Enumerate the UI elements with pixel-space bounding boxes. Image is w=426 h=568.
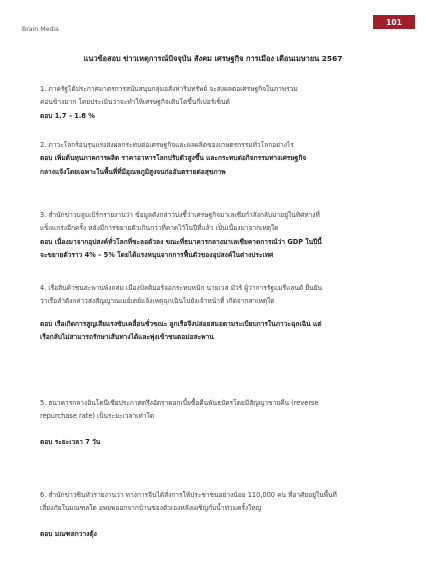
question-block-1 xyxy=(40,83,392,123)
answer-text: กลางแจ้งโดยเฉพาะในพื้นที่ที่มีอุณหภูมิสูงจนก่ออันตรายต่อสุขภาพ xyxy=(40,167,226,176)
brand-label: Brain Media xyxy=(22,26,59,33)
question-block-4 xyxy=(40,282,392,345)
answer-text: ตอบ เรือเกิดการสูญเสียแรงขับเคลื่อนชั่วขณะ ลูกเรือจึงปล่อยสมอตามระเบียบการในภาวะฉุกเฉิน แต่ xyxy=(40,319,322,328)
answer-text: เรือกลับไม่สามารถรักษาเส้นทางได้และพุ่งเข้าชนตอม่อสะพาน xyxy=(40,333,214,342)
question-text: แข็งแกร่งอีกครั้ง หลังมีการขยายตัวเกินกว่าที่คาดไว้ในปีที่แล้ว เป็นเนื่องมาจากเหตุใด xyxy=(40,224,279,233)
question-text: ว่าเรือลำดังกล่าวส่งสัญญาณเมย์เดย์แจ้งเหตุฉุกเฉินไปยังเจ้าหน้าที่ เกิดจากสาเหตุใด xyxy=(40,297,275,306)
question-text: เสี่ยงภัยในมณฑลใด อพยพออกจากบ้านของตัวเองหลังเผชิญกับน้ำท่วมครั้งใหญ่ xyxy=(40,504,262,513)
question-text: ค่อนข้างมาก โดยประเมินว่าจะทำให้เศรษฐกิจเติบโตขึ้นกี่เปอร์เซ็นต์ xyxy=(40,98,230,107)
document-title: แนวข้อสอบ ข่าวเหตุการณ์ปัจจุบัน สังคม เศรษฐกิจ การเมือง เดือนเมษายน 2567 xyxy=(83,54,343,63)
answer-text: ตอบ เนื่องมาจากอุปสงค์ทั่วโลกที่ชะลอตัวลง ขณะที่ธนาคารกลางมาเลเซียคาดการณ์ว่า GDP ในปีนี้ xyxy=(40,237,322,246)
question-text: 1. ภาครัฐได้ประกาศมาตรการสนับสนุนกลุ่มอสังหาริมทรัพย์ จะส่งผลต่อเศรษฐกิจในภาพรวม xyxy=(40,85,298,93)
answer-text: ตอบ ระยะเวลา 7 วัน xyxy=(40,437,101,446)
question-block-5 xyxy=(40,397,392,449)
question-block-3 xyxy=(40,209,392,263)
question-block-2 xyxy=(40,139,392,179)
page-number-badge: 101 xyxy=(373,15,415,29)
answer-text: ตอบ เพิ่มต้นทุนภาคการผลิต ราคาอาหารโลกปรับตัวสูงขึ้น และกระทบต่อกิจกรรมทางเศรษฐกิจ xyxy=(40,154,307,163)
question-text: 5. ธนาคารกลางอินโดนีเซียประกาศตรึงอัตราดอกเบี้ยซื้อคืนพันธบัตรโดยมีสัญญาขายคืน (reverse xyxy=(40,399,319,407)
question-text: 6. สำนักข่าวซินหัวรายงานว่า ทางการจีนได้สั่งการให้ประชาชนอย่างน้อย 110,000 คน ที่อาศัยอยู่ในพื้นที่ xyxy=(40,491,337,499)
question-text: repurchase rate) เป็นระยะเวลาเท่าใด xyxy=(40,412,154,421)
answer-text: ตอบ มณฑลกวางตุ้ง xyxy=(40,529,97,538)
answer-text: ตอบ 1.7 – 1.8 % xyxy=(40,111,95,120)
question-text: 4. เรือสินค้าชนสะพานพังถล่ม เมืองบัลติมอร์จอกระทบหนัก นายเวส มัวร์ ผู้ว่าการรัฐแมรีแลนด์ ยืนยัน xyxy=(40,284,323,292)
question-block-6 xyxy=(40,489,392,541)
answer-text: จะขยายตัวราว 4% – 5% โดยได้แรงหนุนจากการฟื้นตัวของอุปสงค์ในต่างประเทศ xyxy=(40,251,274,260)
question-text: 2. ภาวะโลกร้อนรุนแรงส่งผลกระทบต่อเศรษฐกิจและผลผลิตของเกษตรกรรมทั่วโลกอย่างไร xyxy=(40,141,294,149)
question-text: 3. สำนักข่าวบลูมเบิร์กรายงานว่า ข้อมูลดังกล่าวบ่งชี้ว่าเศรษฐกิจมาเลเซียกำลังกลับมาอยู่ในทิศทางที่ xyxy=(40,211,320,219)
